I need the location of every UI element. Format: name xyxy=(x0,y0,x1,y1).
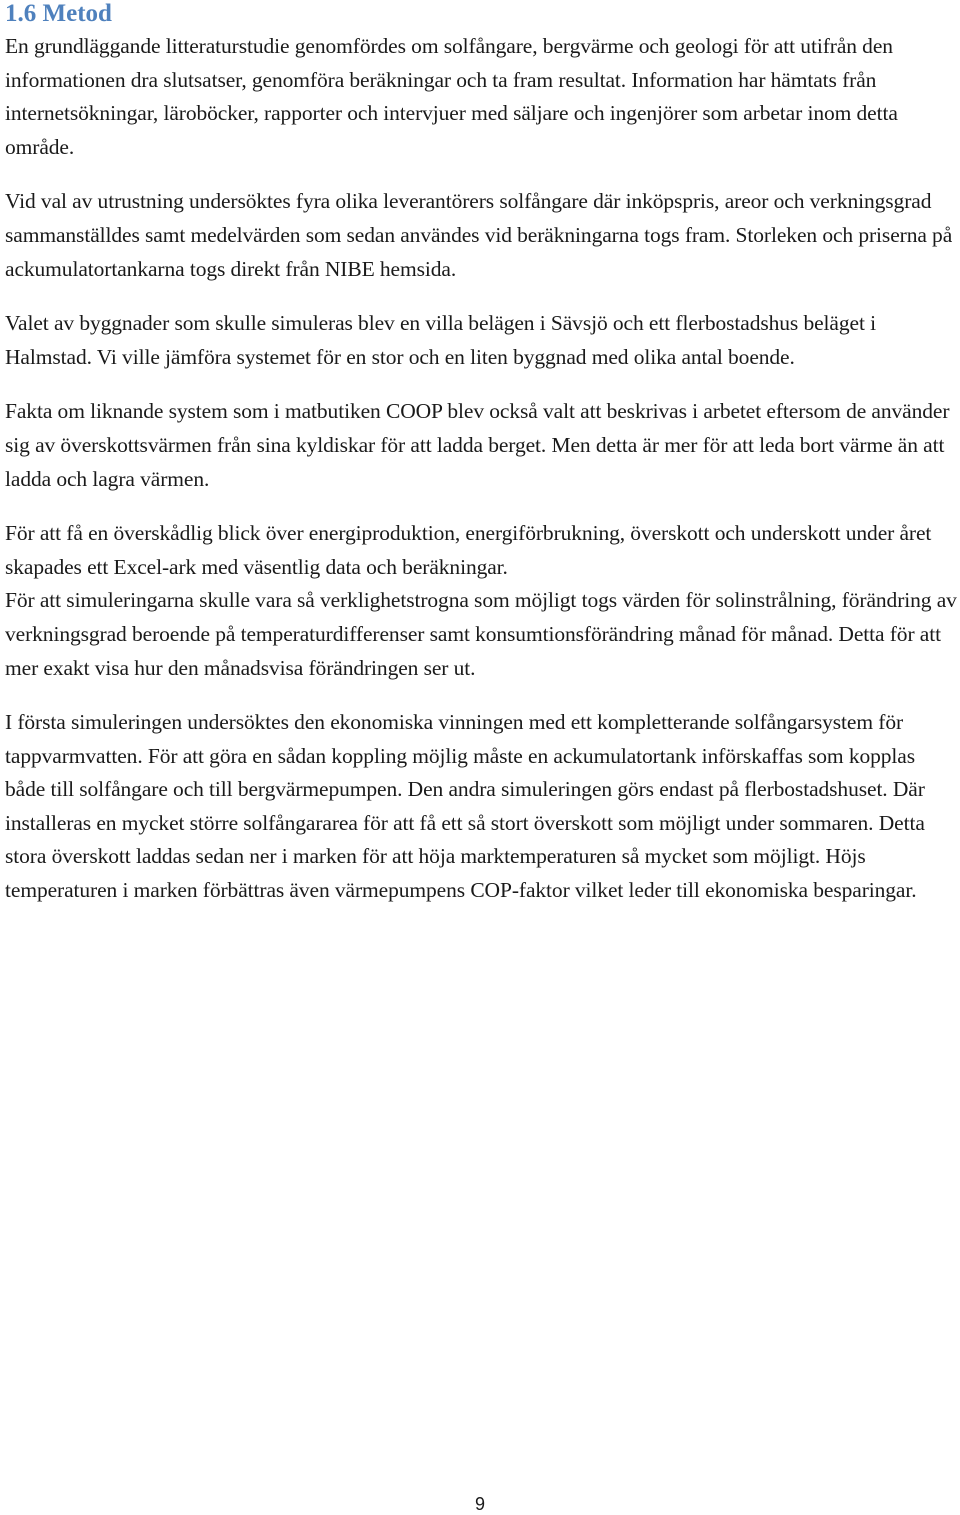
paragraph-literature-study: En grundläggande litteraturstudie genomfördes om solfångare, bergvärme och geologi för att utifrån den informationen dra slutsatser, genomföra beräkningar och ta fram resultat. Information har hämtats från internetsökningar, läroböcker, rapporter och intervjuer med säljare och ingenjörer som arbetar inom detta område. xyxy=(5,34,898,159)
paragraph-excel-overview: För att få en överskådlig blick över energiproduktion, energiförbrukning, överskott och underskott under året skapades ett Excel-ark med väsentlig data och beräkningar. xyxy=(5,521,932,579)
page-number: 9 xyxy=(474,1494,485,1514)
section-heading: 1.6 Metod xyxy=(5,0,112,27)
paragraph-simulations: I första simuleringen undersöktes den ekonomiska vinningen med ett kompletterande solfångarsystem för tappvarmvatten. För att göra en sådan koppling möjlig måste en ackumulatortank införskaffas som kopplas både till solfångare och till bergvärmepumpen. Den andra simuleringen görs endast på flerbostadshuset. Där installeras en mycket större solfångararea för att få ett så stort överskott som möjligt under sommaren. Detta stora överskott laddas sedan ner i marken för att höja marktemperaturen så mycket som möjligt. Höjs temperaturen i marken förbättras även värmepumpens COP-faktor vilket leder till ekonomiska besparingar. xyxy=(5,710,925,903)
paragraph-simulation-values: För att simuleringarna skulle vara så verklighetstrogna som möjligt togs värden för solinstrålning, förändring av verkningsgrad beroende på temperaturdifferenser samt konsumtionsförändring månad för månad. Detta för att mer exakt visa hur den månadsvisa förändringen ser ut. xyxy=(5,588,957,680)
paragraph-equipment-selection: Vid val av utrustning undersöktes fyra olika leverantörers solfångare där inköpspris, areor och verkningsgrad sammanställdes samt medelvärden som sedan användes vid beräkningarna togs fram. Storleken och priserna på ackumulatortankarna togs direkt från NIBE hemsida. xyxy=(5,189,953,281)
paragraph-building-selection: Valet av byggnader som skulle simuleras blev en villa belägen i Sävsjö och ett flerbostadshus beläget i Halmstad. Vi ville jämföra systemet för en stor och en liten byggnad med olika antal boende. xyxy=(5,311,876,369)
paragraph-coop-system: Fakta om liknande system som i matbutiken COOP blev också valt att beskrivas i arbetet eftersom de använder sig av överskottsvärmen från sina kyldiskar för att ladda berget. Men detta är mer för att leda bort värme än att ladda och lagra värmen. xyxy=(5,399,950,491)
document-page xyxy=(5,0,957,908)
